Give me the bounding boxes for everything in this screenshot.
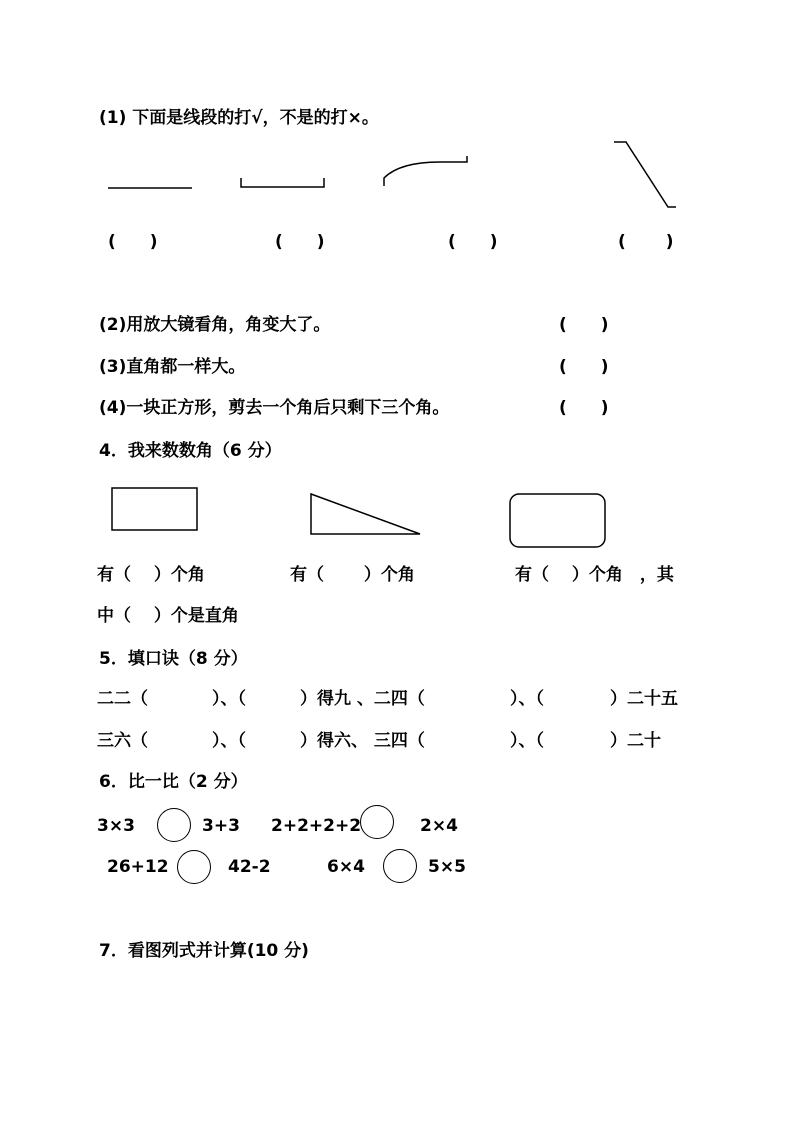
q5-r1-c1: 二二（ xyxy=(97,689,148,709)
q5-r1-c2: ）、（ xyxy=(212,689,246,709)
shape-rounded-rectangle xyxy=(510,494,605,547)
q6-r1-left-b: 2+2+2+2 xyxy=(271,816,362,836)
q3-part1-text: (1) 下面是线段的打√，不是的打×。 xyxy=(99,108,379,128)
figure-bracket-line xyxy=(614,142,676,207)
answer-paren-3[interactable]: ( ) xyxy=(448,232,498,252)
q5-r1-c3: ）得九 、二四（ xyxy=(300,689,425,709)
compare-circle-4[interactable] xyxy=(383,849,417,883)
compare-circle-1[interactable] xyxy=(157,808,191,842)
q5-title: 5．填口诀（8 分） xyxy=(99,649,248,669)
q5-r2-c3: ）得六、 三四（ xyxy=(300,731,425,751)
q3-part3-text: (3)直角都一样大。 xyxy=(99,357,246,377)
shape-right-triangle xyxy=(311,494,420,534)
q3-part4-text: (4)一块正方形，剪去一个角后只剩下三个角。 xyxy=(99,398,450,418)
q4-answer-rounded: 有（ ）个角 ，其 xyxy=(515,565,674,585)
q6-r1-left-a: 3×3 xyxy=(97,816,135,836)
q3-part2-text: (2)用放大镜看角，角变大了。 xyxy=(99,315,331,335)
compare-circle-2[interactable] xyxy=(360,805,394,839)
shape-rectangle xyxy=(112,488,197,530)
answer-paren-2[interactable]: ( ) xyxy=(275,232,325,252)
q4-title: 4．我来数数角（6 分） xyxy=(99,441,282,461)
answer-paren-part4[interactable]: ( ) xyxy=(559,398,609,418)
figure-segment-with-ends xyxy=(241,178,324,187)
answer-paren-4[interactable]: ( ) xyxy=(618,232,674,252)
q6-r1-right-b: 2×4 xyxy=(420,816,458,836)
q6-r1-right-a: 3+3 xyxy=(202,816,240,836)
q5-r2-c2: ）、（ xyxy=(212,731,246,751)
answer-paren-part2[interactable]: ( ) xyxy=(559,315,609,335)
q4-answer-right-angle: 中（ ）个是直角 xyxy=(97,606,239,626)
q5-r2-c5: ）二十 xyxy=(610,731,661,751)
q6-r2-right-b: 5×5 xyxy=(428,857,466,877)
q6-r2-left-b: 6×4 xyxy=(327,857,365,877)
figure-curve-line xyxy=(384,156,467,186)
q4-answer-triangle: 有（ ）个角 xyxy=(290,565,415,585)
q6-r2-left-a: 26+12 xyxy=(107,857,169,877)
q6-title: 6．比一比（2 分） xyxy=(99,772,248,792)
compare-circle-3[interactable] xyxy=(177,850,211,884)
answer-paren-part3[interactable]: ( ) xyxy=(559,357,609,377)
q5-r1-c4: ）、（ xyxy=(510,689,544,709)
q5-r2-c1: 三六（ xyxy=(97,731,148,751)
q5-r2-c4: ）、（ xyxy=(510,731,544,751)
answer-paren-1[interactable]: ( ) xyxy=(108,232,158,252)
q4-answer-rectangle: 有（ ）个角 xyxy=(97,565,205,585)
q7-title: 7．看图列式并计算(10 分) xyxy=(99,941,309,961)
q5-r1-c5: ）二十五 xyxy=(610,689,678,709)
q6-r2-right-a: 42-2 xyxy=(228,857,271,877)
